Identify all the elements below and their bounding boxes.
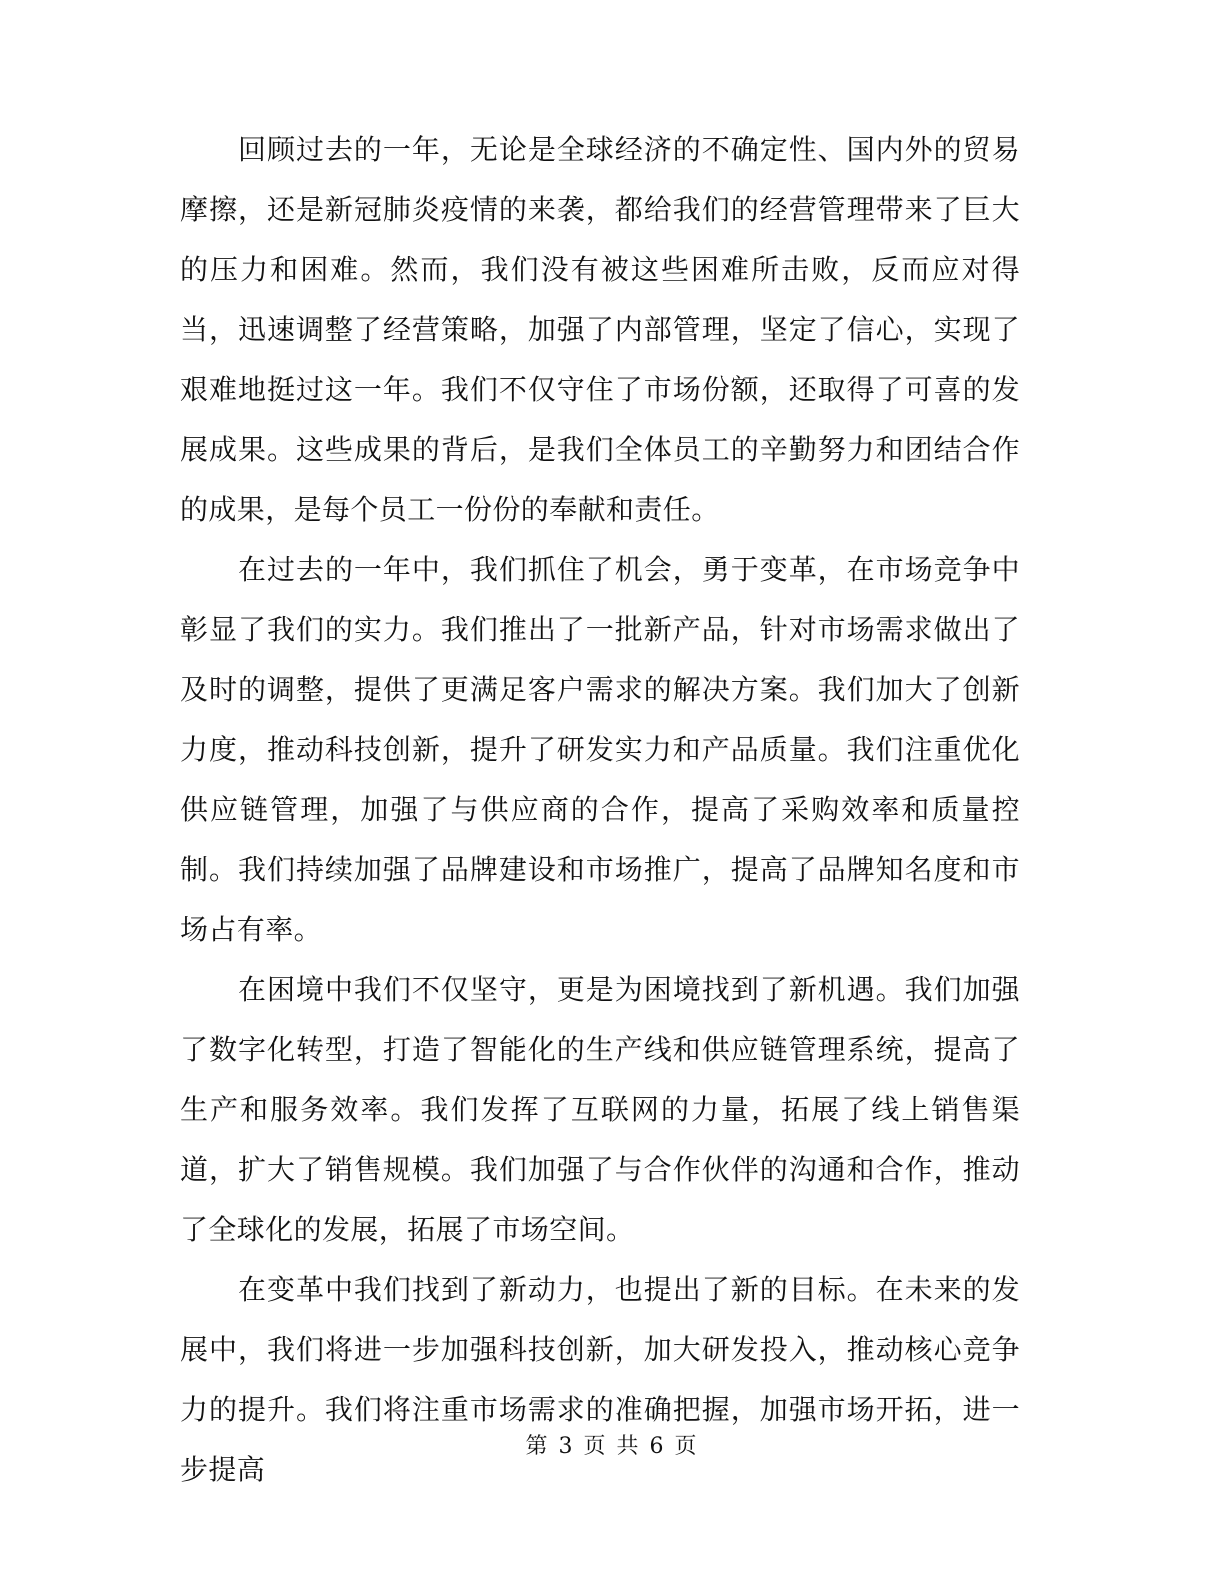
paragraph-2: 在过去的一年中，我们抓住了机会，勇于变革，在市场竞争中彰显了我们的实力。我们推出了一批新产品，针对市场需求做出了及时的调整，提供了更满足客户需求的解决方案。我们加大了创新力度，推动科技创新，提升了研发实力和产品质量。我们注重优化供应链管理，加强了与供应商的合作，提高了采购效率和质量控制。我们持续加强了品牌建设和市场推广，提高了品牌知名度和市场占有率。 xyxy=(180,553,1020,946)
document-body xyxy=(180,120,1020,1500)
paragraph-3: 在困境中我们不仅坚守，更是为困境找到了新机遇。我们加强了数字化转型，打造了智能化的生产线和供应链管理系统，提高了生产和服务效率。我们发挥了互联网的力量，拓展了线上销售渠道，扩大了销售规模。我们加强了与合作伙伴的沟通和合作，推动了全球化的发展，拓展了市场空间。 xyxy=(180,973,1020,1246)
paragraph-1: 回顾过去的一年，无论是全球经济的不确定性、国内外的贸易摩擦，还是新冠肺炎疫情的来袭，都给我们的经营管理带来了巨大的压力和困难。然而，我们没有被这些困难所击败，反而应对得当，迅速调整了经营策略，加强了内部管理，坚定了信心，实现了艰难地挺过这一年。我们不仅守住了市场份额，还取得了可喜的发展成果。这些成果的背后，是我们全体员工的辛勤努力和团结合作的成果，是每个员工一份份的奉献和责任。 xyxy=(180,133,1020,526)
paragraph-4: 在变革中我们找到了新动力，也提出了新的目标。在未来的发展中，我们将进一步加强科技创新，加大研发投入，推动核心竞争力的提升。我们将注重市场需求的准确把握，加强市场开拓，进一步提高 xyxy=(180,1273,1020,1486)
page-number-footer: 第 3 页 共 6 页 xyxy=(525,1434,699,1459)
